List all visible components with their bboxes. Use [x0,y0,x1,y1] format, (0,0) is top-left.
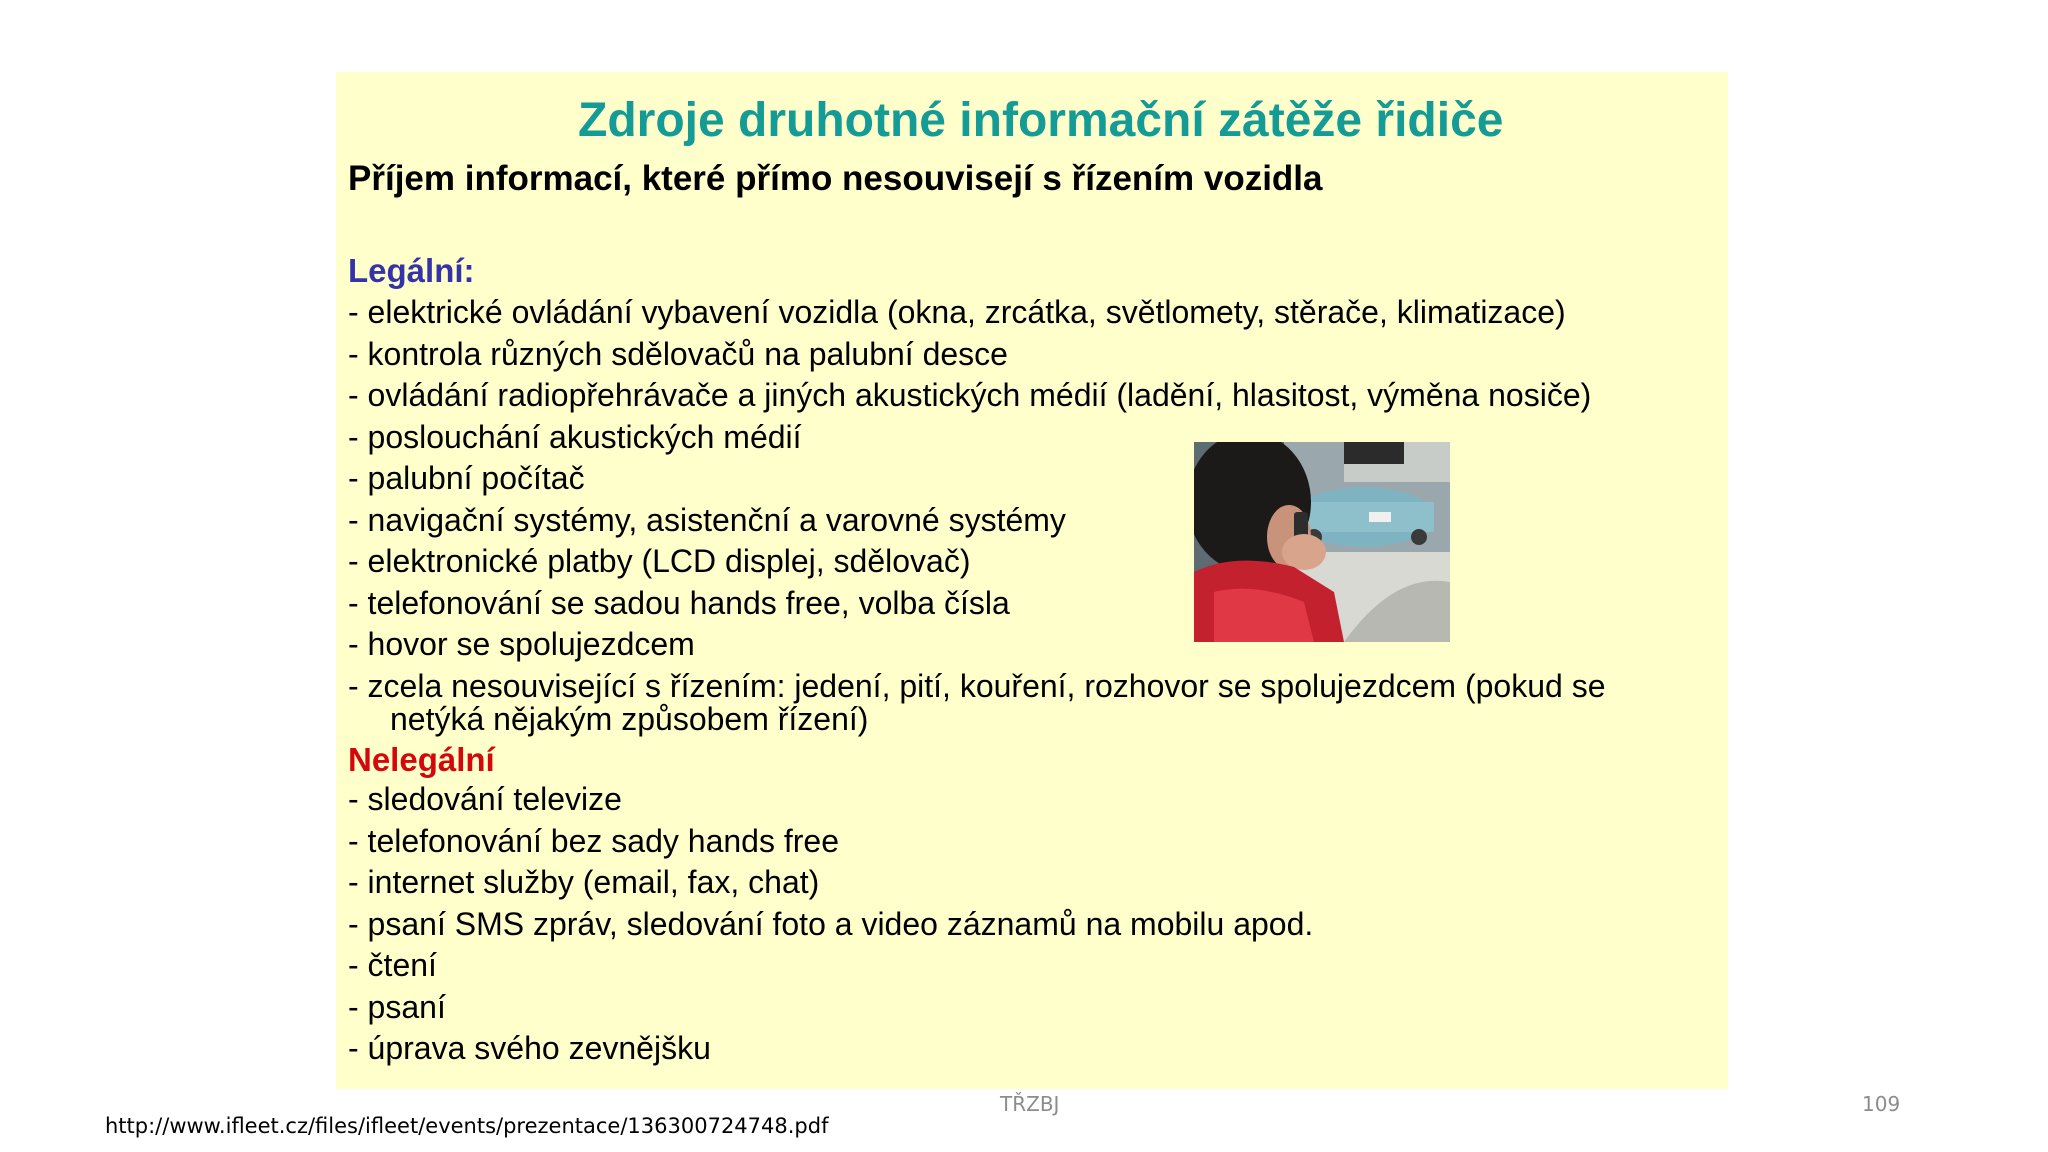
list-item: - telefonování se sadou hands free, volba čísla [348,584,1010,621]
list-item: - sledování televize [348,781,622,817]
list-item: - čtení [348,947,437,983]
illegal-heading: Nelegální [348,741,495,778]
list-item: - internet služby (email, fax, chat) [348,864,820,900]
list-item: - úprava svého zevnějšku [348,1030,711,1066]
page-number: 109 [1862,1092,1901,1116]
legal-heading: Legální: [348,252,475,289]
slide-subtitle: Příjem informací, které přímo nesouvisejí s řízením vozidla [348,159,1323,198]
illegal-list [348,779,1718,1070]
list-item-line-2: netýká nějakým způsobem řízení) [390,700,869,737]
list-item: - telefonování bez sady hands free [348,822,839,859]
list-item: - psaní SMS zpráv, sledování foto a video záznamů na mobilu apod. [348,905,1314,942]
list-item-multiline [348,667,1718,737]
driver-phone-photo [1194,442,1450,642]
list-item: - psaní [348,988,446,1025]
footer-center-label: TŘZBJ [1000,1092,1060,1116]
list-item: - elektronické platby (LCD displej, sdělovač) [348,543,971,579]
list-item: - navigační systémy, asistenční a varovné systémy [348,501,1066,538]
slide-title: Zdroje druhotné informační zátěže řidiče [578,94,1504,147]
driver-phone-photo-illustration [1194,442,1450,642]
slide-panel [336,72,1728,1089]
source-url: http://www.ifleet.cz/files/ifleet/events/prezentace/136300724748.pdf [105,1114,829,1138]
list-item-line-1: - zcela nesouvisející s řízením: jedení, pití, kouření, rozhovor se spolujezdcem (pokud se [348,667,1606,704]
list-item: - kontrola různých sdělovačů na palubní desce [348,335,1008,372]
list-item: - poslouchání akustických médií [348,418,802,455]
list-item: - palubní počítač [348,460,585,496]
list-item: - ovládání radiopřehrávače a jiných akustických médií (ladění, hlasitost, výměna nosiče) [348,377,1592,413]
list-item: - elektrické ovládání vybavení vozidla (okna, zrcátka, světlomety, stěrače, klimatizace) [348,294,1566,330]
legal-list [348,292,1718,736]
list-item: - hovor se spolujezdcem [348,626,695,662]
